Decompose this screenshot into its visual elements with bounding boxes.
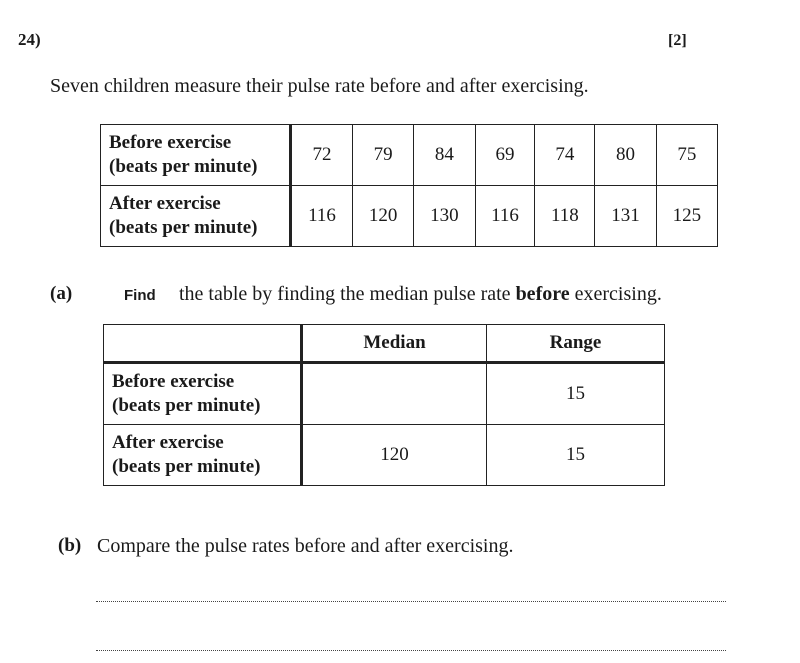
table-cell: 130 [414, 186, 475, 247]
part-b-label: (b) [58, 535, 82, 556]
instruction-bold-word: before [515, 283, 570, 305]
pulse-data-table [100, 124, 718, 247]
header-median: Median [302, 325, 487, 363]
table-cell: 79 [352, 125, 413, 186]
table-cell: 116 [475, 186, 535, 247]
table-cell: 74 [535, 125, 595, 186]
part-b-instruction: Compare the pulse rates before and after exercising. [97, 535, 514, 557]
table-cell: 69 [475, 125, 535, 186]
row-header-after [101, 186, 291, 247]
summary-table [103, 324, 665, 486]
marks-label: [2] [668, 32, 687, 49]
answer-line[interactable] [96, 601, 726, 602]
median-before-answer-cell[interactable] [302, 363, 487, 425]
part-a-instruction [179, 283, 662, 306]
table-cell: 84 [414, 125, 475, 186]
table-row [101, 186, 718, 247]
table-cell: 72 [291, 125, 353, 186]
find-word: Find [124, 287, 156, 304]
table-cell: 116 [291, 186, 353, 247]
table-cell: 120 [352, 186, 413, 247]
table-header-row [104, 325, 665, 363]
row-header-line: (beats per minute) [109, 217, 258, 238]
header-range: Range [487, 325, 665, 363]
range-after-cell: 15 [487, 425, 665, 486]
question-number: 24) [18, 30, 41, 49]
row-header-line: Before exercise [112, 371, 235, 392]
row-header-after [104, 425, 302, 486]
table-row [104, 363, 665, 425]
row-header-line: (beats per minute) [112, 395, 261, 416]
table-row [104, 425, 665, 486]
header-cell-empty [104, 325, 302, 363]
row-header-before [101, 125, 291, 186]
row-header-line: (beats per minute) [109, 156, 258, 177]
row-header-before [104, 363, 302, 425]
table-cell: 80 [595, 125, 656, 186]
row-header-line: (beats per minute) [112, 456, 261, 477]
part-a-label: (a) [50, 283, 73, 304]
instruction-text: the table by finding the median pulse rate [179, 283, 516, 305]
table-row [101, 125, 718, 186]
row-header-line: After exercise [109, 193, 221, 214]
instruction-text-end: exercising. [569, 283, 662, 305]
table-cell: 75 [656, 125, 717, 186]
question-intro: Seven children measure their pulse rate before and after exercising. [50, 75, 589, 97]
table-cell: 131 [595, 186, 656, 247]
row-header-line: After exercise [112, 432, 224, 453]
table-cell: 125 [656, 186, 717, 247]
row-header-line: Before exercise [109, 132, 232, 153]
range-before-cell: 15 [487, 363, 665, 425]
median-after-cell: 120 [302, 425, 487, 486]
answer-line[interactable] [96, 650, 726, 651]
table-cell: 118 [535, 186, 595, 247]
